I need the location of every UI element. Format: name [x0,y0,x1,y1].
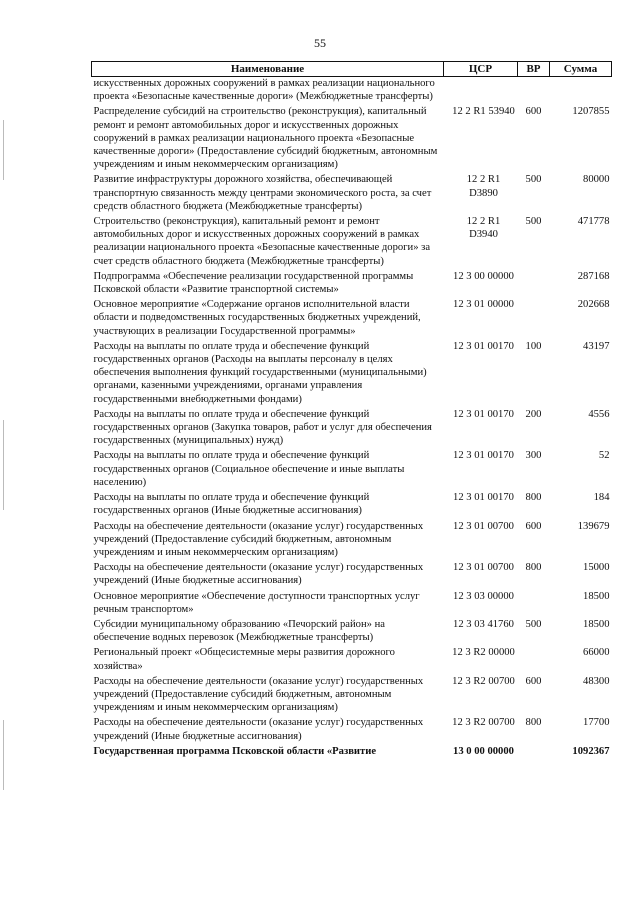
cell-csr: 12 3 01 00170 [453,408,514,420]
cell-name: Расходы на выплаты по оплате труда и обеспечение функций государственных органов (Расходы на выплаты персоналу в целях обеспечения выполнения функций государственными (муниципальными) органами, казенными учреждениями, органами управления государственными внебюджетными фондами) [93,340,427,405]
table-row [92,173,612,213]
cell-csr: 12 3 R2 00700 [452,717,515,729]
cell-sum: 4556 [588,408,610,420]
cell-csr: 12 3 R2 00000 [452,647,515,659]
cell-name: Основное мероприятие «Обеспечение доступности транспортных услуг речным транспортом» [93,590,420,615]
table-row [92,520,612,560]
cell-vr [518,77,550,104]
cell-sum: 202668 [577,299,610,311]
table-row [92,716,612,742]
table-row [92,449,612,489]
cell-name: Распределение субсидий на строительство (реконструкция), капитальный ремонт и ремонт автомобильных дорог и искусственных дорожных сооружений в рамках реализации национального проекта «Безопасные качественные дороги» (Предоставление субсидий бюджетным, автономным учреждениям и иным некоммерческим организациям) [93,106,438,171]
cell-sum [550,77,612,104]
cell-vr [518,590,550,616]
cell-csr [444,77,518,104]
cell-name: Расходы на обеспечение деятельности (оказание услуг) государственных учреждений (Иные бюджетные ассигнования) [93,562,424,587]
cell-name: Развитие инфраструктуры дорожного хозяйства, обеспечивающей транспортную связанность между центрами экономического роста, за счет средств областного бюджета (Межбюджетные трансферты) [93,174,432,212]
cell-sum: 80000 [583,174,610,186]
cell-vr: 200 [525,408,542,420]
cell-sum: 52 [598,450,610,462]
table-row [92,491,612,517]
cell-vr: 600 [525,106,542,118]
table-row [92,77,612,104]
cell-csr: 13 0 00 00000 [453,745,514,757]
cell-csr: 12 3 00 00000 [453,270,514,282]
page-number: 55 [314,36,326,50]
cell-sum: 18500 [583,618,610,630]
cell-csr: 12 3 R2 00700 [452,675,515,687]
cell-csr: 12 3 03 41760 [453,618,514,630]
budget-table [91,61,612,758]
cell-name: Расходы на выплаты по оплате труда и обеспечение функций государственных органов (Социальное обеспечение и иные выплаты населению) [93,450,405,488]
table-row [92,675,612,715]
scan-edge-mark [3,720,4,790]
cell-vr [518,270,550,296]
header-sum: Сумма [550,62,612,77]
cell-vr: 300 [525,450,542,462]
header-vr: ВР [518,62,550,77]
table-row [92,646,612,672]
cell-vr: 800 [525,717,542,729]
cell-csr: 12 3 03 00000 [453,590,514,602]
cell-vr [518,298,550,338]
table-row [92,590,612,616]
cell-name: Основное мероприятие «Содержание органов исполнительной власти области и подведомственных государственных бюджетных учреждений, участвующих в реализации Государственной программы» [93,299,421,337]
cell-sum: 66000 [583,647,610,659]
cell-name: Региональный проект «Общесистемные меры развития дорожного хозяйства» [93,647,395,672]
cell-sum: 43197 [583,340,610,352]
cell-sum: 15000 [583,562,610,574]
cell-name: Расходы на выплаты по оплате труда и обеспечение функций государственных органов (Иные бюджетные ассигнования) [93,492,370,517]
cell-name: Расходы на обеспечение деятельности (оказание услуг) государственных учреждений (Предоставление субсидий бюджетным, автономным учреждениям и иным некоммерческим организациям) [93,520,424,558]
cell-name: Субсидии муниципальному образованию «Печорский район» на обеспечение водных перевозок (Межбюджетные трансферты) [93,618,385,644]
cell-vr: 600 [525,675,542,687]
table-row [92,745,612,758]
table-row [92,270,612,296]
cell-csr: 12 3 01 00700 [453,562,514,574]
cell-csr: 12 3 01 00000 [453,299,514,311]
table-row [92,105,612,171]
table-row [92,408,612,448]
cell-vr: 500 [525,174,542,186]
cell-vr: 800 [525,492,542,504]
cell-vr [518,646,550,672]
cell-sum: 184 [593,492,610,504]
table-body [92,77,612,758]
cell-sum: 18500 [583,590,610,602]
scan-edge-mark [3,420,4,510]
cell-vr: 500 [525,216,542,228]
cell-csr: 12 2 R1 D3940 [466,216,501,241]
table-row [92,215,612,268]
cell-sum: 17700 [583,717,610,729]
cell-csr: 12 2 R1 D3890 [466,174,501,199]
cell-sum: 48300 [583,675,610,687]
header-name: Наименование [92,62,444,77]
table-row [92,298,612,338]
cell-vr: 500 [525,618,542,630]
cell-sum: 139679 [577,520,610,532]
table-row [92,561,612,587]
cell-name: Расходы на обеспечение деятельности (оказание услуг) государственных учреждений (Предоставление субсидий бюджетным, автономным учреждениям и иным некоммерческим организациям) [93,675,424,714]
cell-name: Государственная программа Псковской области «Развитие [93,745,377,757]
table-row [92,618,612,644]
cell-name: Строительство (реконструкция), капитальный ремонт и ремонт автомобильных дорог и искусственных дорожных сооружений в рамках реализации национального проекта «Безопасные качественные дороги» за счет средств областного бюджета (Межбюджетные трансферты) [93,216,431,267]
cell-name: Расходы на обеспечение деятельности (оказание услуг) государственных учреждений (Иные бюджетные ассигнования) [93,717,424,742]
cell-sum: 287168 [577,270,610,282]
cell-vr [518,745,550,758]
cell-name: Подпрограмма «Обеспечение реализации государственной программы Псковской области «Развитие транспортной системы» [93,270,414,296]
cell-csr: 12 3 01 00700 [453,520,514,532]
cell-csr: 12 3 01 00170 [453,340,514,352]
cell-vr: 600 [525,520,542,532]
cell-name: Расходы на выплаты по оплате труда и обеспечение функций государственных органов (Закупка товаров, работ и услуг для обеспечения государственных (муниципальных) нужд) [93,408,432,447]
cell-sum: 471778 [577,216,610,228]
cell-sum: 1207855 [572,106,610,118]
cell-vr: 800 [525,562,542,574]
budget-table-container [91,61,611,758]
header-csr: ЦСР [444,62,518,77]
cell-name: искусственных дорожных сооружений в рамках реализации национального проекта «Безопасные качественные дороги» (Межбюджетные трансферты) [93,78,435,103]
scan-edge-mark [3,120,4,180]
cell-csr: 12 3 01 00170 [453,492,514,504]
table-header [92,62,612,77]
cell-vr: 100 [525,340,542,352]
table-row [92,340,612,406]
cell-csr: 12 3 01 00170 [453,450,514,462]
cell-sum: 1092367 [572,745,610,757]
cell-csr: 12 2 R1 53940 [452,106,515,118]
